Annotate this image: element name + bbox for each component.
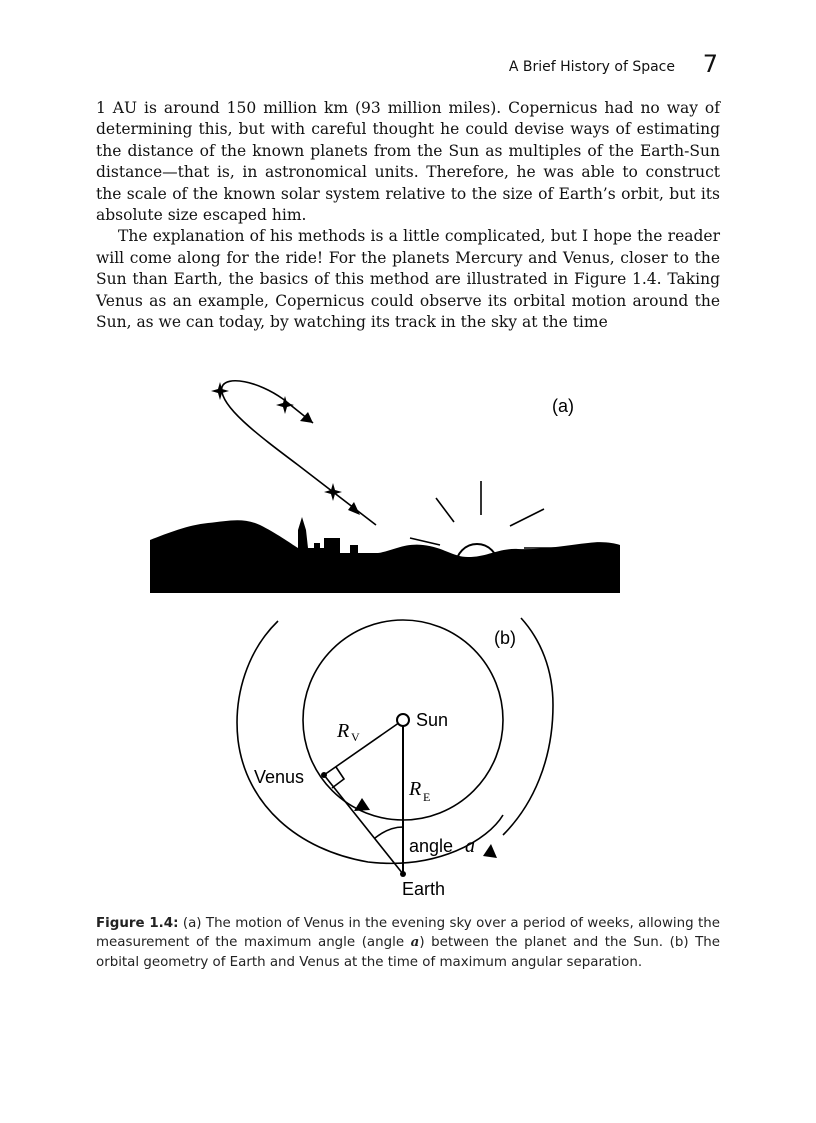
caption-text-2: ) between the planet and the Sun. (b) The orbital geometry of Earth and Venus at the time of maximum angular separation. [96,935,720,970]
figure-illustration [148,365,628,910]
sun-rays [410,481,564,548]
paragraph-2: The explanation of his methods is a little complicated, but I hope the reader will come along for the ride! For the planets Mercury and Venus, closer to the Sun than Earth, the basics of this method are illustrated in Figure 1.4. Taking Venus as an example, Copernicus could observe its orbital motion around the Sun, as we can today, by watching its track in the sky at the time [96,227,720,332]
svg-text:E: E [423,790,431,804]
svg-text:angle: angle [409,836,454,856]
re-label [408,778,430,804]
venus-earth-line [324,775,403,874]
right-angle-marker [332,767,344,788]
earth-label: Earth [402,879,446,899]
sun-marker [397,714,409,726]
running-head-title: A Brief History of Space [508,59,675,75]
angle-arc [375,827,403,838]
svg-text:a: a [465,835,475,857]
caption-label: Figure 1.4: [96,916,179,931]
body-text [96,98,720,333]
panel-b-label: (b) [494,628,516,648]
caption-text-1: (a) The motion of Venus in the evening sky over a period of weeks, allowing the measurement of the maximum angle (angle [96,916,721,951]
panel-a [150,381,620,593]
venus-track [222,381,376,525]
svg-text:R: R [409,778,422,800]
panel-a-label: (a) [552,396,574,416]
figure-caption [96,914,720,972]
venus-label: Venus [254,767,305,787]
rv-label [336,720,360,744]
venus-orbit-arrow-icon [354,798,370,811]
panel-b [237,618,553,899]
page-number: 7 [702,50,718,78]
earth-orbit [237,618,553,863]
earth-orbit-arrow-icon [483,844,497,858]
svg-text:V: V [351,730,360,744]
venus-dot [321,772,327,778]
earth-dot [400,871,406,877]
figure-1-4 [148,365,628,910]
sun-label: Sun [416,710,449,730]
paragraph-1: 1 AU is around 150 million km (93 million miles). Copernicus had no way of determining this, but with careful thought he could devise ways of estimating the distance of the known planets from the Sun as multiples of the Earth-Sun distance—that is, in astronomical units. Therefore, he was able to construct the scale of the known solar system relative to the size of Earth’s orbit, but its absolute size escaped him. [96,99,720,225]
sun-venus-line [324,720,403,775]
caption-italic-a: a [410,934,420,951]
running-head [96,50,720,80]
landscape-silhouette [150,517,620,593]
angle-label [409,835,475,857]
svg-text:R: R [337,720,350,742]
